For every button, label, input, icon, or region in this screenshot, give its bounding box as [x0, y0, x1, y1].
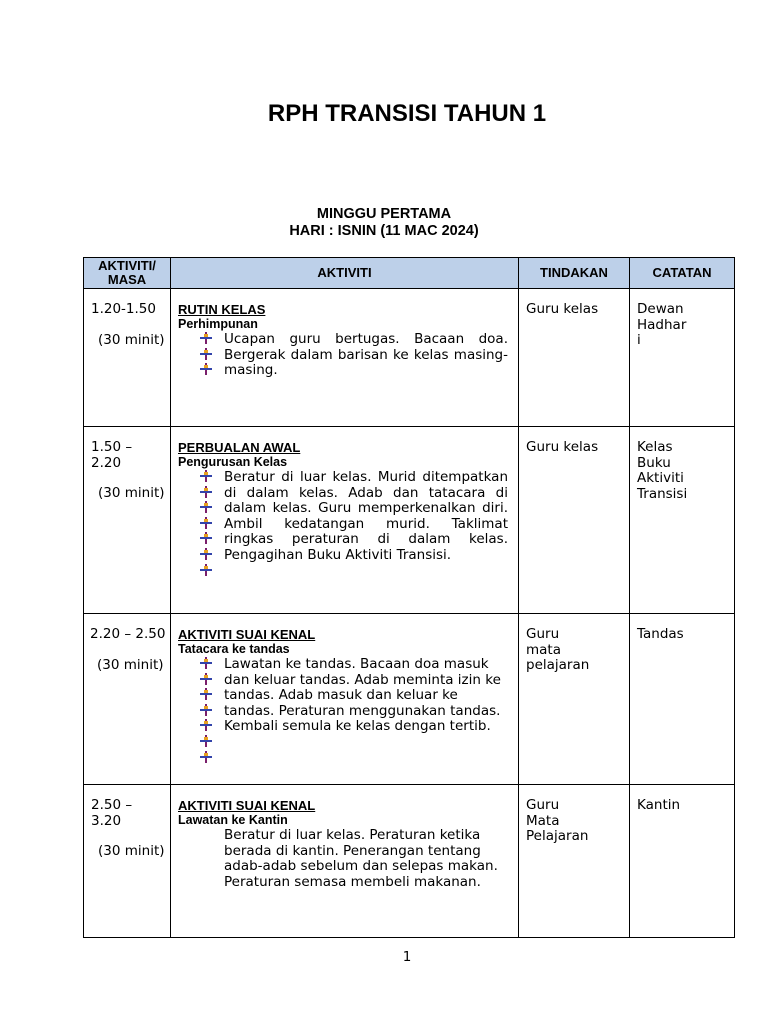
action-text: Guru kelas	[526, 301, 599, 317]
activity-subtitle: Pengurusan Kelas	[178, 455, 288, 469]
header-aktiviti: AKTIVITI	[171, 258, 519, 289]
table-row	[84, 785, 735, 938]
bullet-icon	[200, 657, 212, 669]
activity-title: RUTIN KELAS	[178, 302, 266, 317]
activity-text: Ucapan guru bertugas. Bacaan doa. Bergerak dalam barisan ke kelas masing- masing.	[224, 331, 508, 379]
activity-subtitle: Lawatan ke Kantin	[178, 813, 288, 827]
action-text: Guru mata pelajaran	[526, 626, 590, 674]
header-masa: AKTIVITI/ MASA	[84, 258, 171, 289]
time-cell	[84, 614, 171, 785]
header-catatan: CATATAN	[630, 258, 735, 289]
session-duration: (30 minit)	[98, 331, 165, 348]
table-row	[84, 614, 735, 785]
notes-text: Dewan Hadhari	[637, 301, 687, 349]
notes-text: Kelas Buku Aktiviti Transisi	[637, 439, 688, 502]
bullet-list	[200, 332, 214, 379]
bullet-icon	[200, 470, 212, 482]
time-cell	[84, 427, 171, 614]
bullet-icon	[200, 688, 212, 700]
activity-cell	[171, 289, 519, 427]
action-cell	[519, 289, 630, 427]
document-title: RPH TRANSISI TAHUN 1	[267, 100, 547, 127]
notes-cell	[630, 614, 735, 785]
table-header-row	[84, 258, 735, 289]
page-number: 1	[402, 949, 412, 965]
bullet-icon	[200, 548, 212, 560]
activity-text: Lawatan ke tandas. Bacaan doa masuk dan keluar tandas. Adab meminta izin ke tandas. Adab masuk dan keluar ke tandas. Peraturan menggunakan tandas. Kembali semula ke kelas dengan tertib.	[224, 656, 501, 735]
bullet-list	[200, 657, 214, 766]
day-heading: HARI : ISNIN (11 MAC 2024)	[289, 223, 479, 239]
bullet-icon	[200, 501, 212, 513]
action-cell	[519, 785, 630, 938]
bullet-icon	[200, 673, 212, 685]
activity-description	[178, 657, 508, 735]
activity-subtitle: Perhimpunan	[178, 317, 258, 331]
bullet-icon	[200, 719, 212, 731]
action-cell	[519, 427, 630, 614]
bullet-icon	[200, 348, 212, 360]
bullet-icon	[200, 532, 212, 544]
activity-description	[178, 470, 508, 564]
session-duration: (30 minit)	[98, 843, 165, 860]
table-row	[84, 289, 735, 427]
bullet-icon	[200, 363, 212, 375]
notes-text: Tandas	[637, 626, 684, 642]
session-duration: (30 minit)	[98, 485, 165, 502]
activity-title: AKTIVITI SUAI KENAL	[178, 798, 316, 813]
bullet-icon	[200, 751, 212, 763]
activity-title: AKTIVITI SUAI KENAL	[178, 627, 316, 642]
activity-text: Beratur di luar kelas. Murid ditempatkan di dalam kelas. Adab dan tatacara di dalam kelas. Guru memperkenalkan diri. Ambil kedatangan murid. Taklimat ringkas peraturan di dalam kelas. Pengagihan Buku Aktiviti Transisi.	[224, 469, 508, 563]
notes-cell	[630, 427, 735, 614]
session-time: 1.50 – 2.20	[91, 439, 133, 471]
bullet-icon	[200, 564, 212, 576]
session-time: 2.50 – 3.20	[91, 797, 133, 829]
action-cell	[519, 614, 630, 785]
week-heading: MINGGU PERTAMA	[316, 206, 452, 222]
notes-text: Kantin	[637, 797, 681, 813]
bullet-icon	[200, 735, 212, 747]
activity-description	[178, 332, 508, 379]
bullet-icon	[200, 704, 212, 716]
bullet-list	[200, 470, 214, 579]
activity-cell	[171, 785, 519, 938]
table-row	[84, 427, 735, 614]
activity-description	[178, 828, 508, 890]
notes-cell	[630, 289, 735, 427]
time-cell	[84, 785, 171, 938]
activity-cell	[171, 427, 519, 614]
activity-subtitle: Tatacara ke tandas	[178, 642, 290, 656]
header-tindakan: TINDAKAN	[519, 258, 630, 289]
session-time: 1.20-1.50	[91, 301, 156, 317]
activity-title: PERBUALAN AWAL	[178, 440, 301, 455]
lesson-plan-table	[83, 257, 735, 938]
notes-cell	[630, 785, 735, 938]
activity-cell	[171, 614, 519, 785]
session-time: 2.20 – 2.50	[90, 626, 166, 642]
bullet-icon	[200, 332, 212, 344]
bullet-icon	[200, 486, 212, 498]
time-cell	[84, 289, 171, 427]
action-text: Guru kelas	[526, 439, 599, 455]
session-duration: (30 minit)	[97, 656, 164, 673]
action-text: Guru Mata Pelajaran	[526, 797, 589, 845]
bullet-icon	[200, 517, 212, 529]
activity-text: Beratur di luar kelas. Peraturan ketika berada di kantin. Penerangan tentang adab-adab sebelum dan selepas makan. Peraturan semasa membeli makanan.	[224, 827, 498, 890]
